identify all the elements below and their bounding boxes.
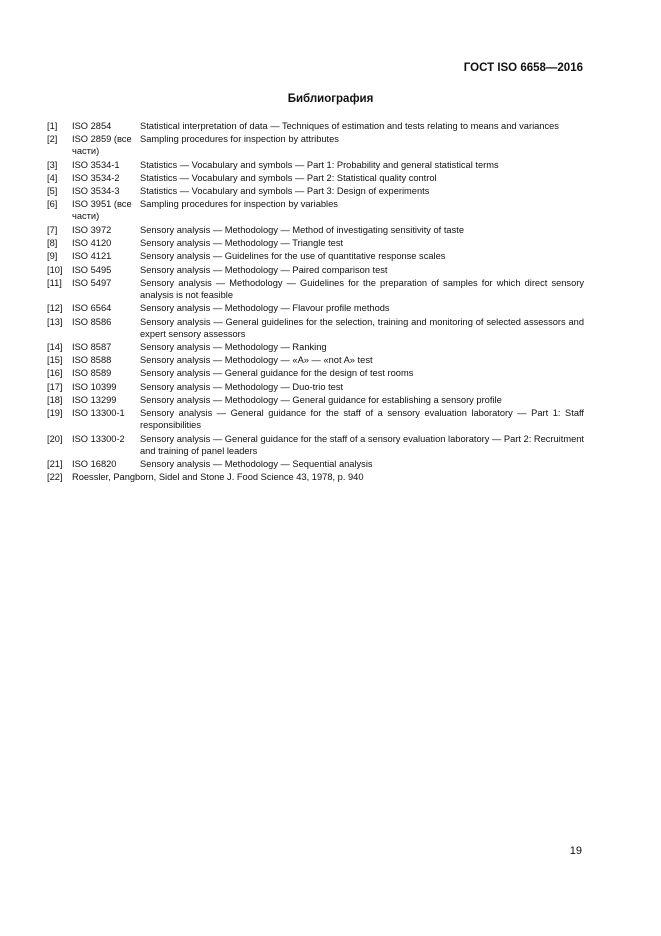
bib-entry — [47, 394, 584, 406]
bib-number: [10] — [47, 264, 63, 275]
bib-number: [14] — [47, 341, 63, 352]
bib-code: ISO 4121 — [72, 251, 112, 262]
bib-code: ISO 8587 — [72, 341, 112, 352]
bib-description: Statistical interpretation of data — Techniques of estimation and tests relating to means and variances — [140, 121, 559, 131]
bib-number: [15] — [47, 355, 63, 366]
bib-entry — [47, 433, 584, 457]
bib-description: Sensory analysis — General guidance for the staff of a sensory evaluation laboratory — Part 1: Staff responsibilities — [140, 408, 584, 431]
bib-number: [16] — [47, 368, 63, 379]
bib-code: ISO 6564 — [72, 303, 112, 314]
standard-header: ГОСТ ISO 6658—2016 — [463, 62, 583, 74]
bib-entry — [47, 250, 584, 262]
bib-entry — [47, 237, 584, 249]
bib-number: [11] — [47, 277, 62, 288]
bib-code: ISO 13300-2 — [72, 433, 125, 444]
bib-code: ISO 10399 — [72, 381, 117, 392]
page-title: Библиография — [287, 93, 374, 105]
bib-code: ISO 8588 — [72, 355, 112, 366]
bib-description: Sensory analysis — Methodology — Sequential analysis — [140, 458, 373, 469]
bib-number: [9] — [47, 251, 58, 262]
bib-entry — [47, 458, 584, 470]
bib-number: [3] — [47, 159, 58, 170]
bib-entry — [47, 354, 584, 366]
bib-number: [2] — [47, 134, 58, 145]
bib-code: ISO 3534-3 — [72, 186, 120, 197]
bib-number: [18] — [47, 395, 63, 406]
bib-entry — [47, 316, 584, 340]
bib-description: Statistics — Vocabulary and symbols — Part 3: Design of experiments — [140, 186, 430, 197]
bib-number: [20] — [47, 433, 63, 444]
bib-entry — [47, 341, 584, 353]
bib-description: Statistics — Vocabulary and symbols — Part 2: Statistical quality control — [140, 172, 437, 183]
bib-code: ISO 16820 — [72, 458, 117, 469]
bib-description: Sensory analysis — General guidelines for the selection, training and monitoring of selected assessors and expert sensory assessors — [140, 316, 584, 339]
bib-code: ISO 2859 (все части) — [72, 134, 132, 157]
bib-description: Sensory analysis — Methodology — Guidelines for the preparation of samples for which direct sensory analysis is not feasible — [140, 277, 584, 300]
bib-description: Sensory analysis — Methodology — Flavour profile methods — [140, 303, 390, 314]
bib-code: ISO 8589 — [72, 368, 112, 379]
bib-entry — [47, 185, 584, 197]
bib-entry — [47, 264, 584, 276]
bib-description: Sensory analysis — Methodology — Method of investigating sensitivity of taste — [140, 224, 465, 235]
bib-description: Sensory analysis — General guidance for the design of test rooms — [140, 368, 414, 379]
bib-description: Sensory analysis — Methodology — Ranking — [140, 341, 327, 352]
bib-entry — [47, 471, 584, 483]
bib-description: Sensory analysis — Methodology — General guidance for establishing a sensory profile — [140, 395, 502, 406]
bib-entry — [47, 277, 584, 301]
bib-code: ISO 4120 — [72, 238, 112, 249]
bib-number: [8] — [47, 238, 58, 249]
bib-description: Sensory analysis — Methodology — Paired comparison test — [140, 264, 388, 275]
bib-description: Sampling procedures for inspection by variables — [140, 199, 338, 210]
bib-code: ISO 2854 — [72, 121, 112, 131]
bib-description: Sensory analysis — Guidelines for the use of quantitative response scales — [140, 251, 446, 262]
bib-entry — [47, 381, 584, 393]
bib-number: [1] — [47, 121, 58, 131]
bib-number: [7] — [47, 224, 58, 235]
bib-number: [12] — [47, 303, 63, 314]
bib-number: [4] — [47, 172, 58, 183]
bib-description: Statistics — Vocabulary and symbols — Part 1: Probability and general statistical terms — [140, 159, 499, 170]
bib-entry — [47, 133, 584, 157]
bibliography-list — [47, 120, 584, 485]
bib-description: Sensory analysis — Methodology — «A» — «not A» test — [140, 355, 373, 366]
bib-entry — [47, 224, 584, 236]
page-number: 19 — [569, 845, 582, 857]
bib-number: [13] — [47, 316, 63, 327]
bib-number: [5] — [47, 186, 58, 197]
bib-entry — [47, 407, 584, 431]
bib-code: ISO 3534-1 — [72, 159, 120, 170]
bib-code: ISO 13299 — [72, 395, 117, 406]
bib-entry — [47, 302, 584, 314]
bib-code: ISO 3951 (все части) — [72, 199, 132, 222]
bib-description: Sensory analysis — Methodology — Triangle test — [140, 238, 344, 249]
bib-number: [21] — [47, 458, 63, 469]
bib-number: [19] — [47, 408, 63, 419]
bib-description: Sampling procedures for inspection by attributes — [140, 134, 339, 145]
bib-entry — [47, 198, 584, 222]
bib-description: Sensory analysis — Methodology — Duo-trio test — [140, 381, 344, 392]
bib-code: ISO 8586 — [72, 316, 112, 327]
bib-code: ISO 3534-2 — [72, 172, 120, 183]
bib-entry — [47, 120, 584, 132]
bib-description: Sensory analysis — General guidance for the staff of a sensory evaluation laboratory — Part 2: Recruitment and training of panel leaders — [140, 433, 584, 456]
bib-code: ISO 5497 — [72, 277, 112, 288]
bib-entry — [47, 159, 584, 171]
bib-code: ISO 13300-1 — [72, 408, 125, 419]
bib-number: [17] — [47, 381, 63, 392]
bib-description: Roessler, Pangborn, Sidel and Stone J. Food Science 43, 1978, p. 940 — [72, 472, 364, 483]
bib-number: [6] — [47, 199, 58, 210]
bib-code: ISO 3972 — [72, 224, 112, 235]
bib-number: [22] — [47, 472, 63, 483]
bib-entry — [47, 172, 584, 184]
bib-entry — [47, 367, 584, 379]
bib-code: ISO 5495 — [72, 264, 112, 275]
